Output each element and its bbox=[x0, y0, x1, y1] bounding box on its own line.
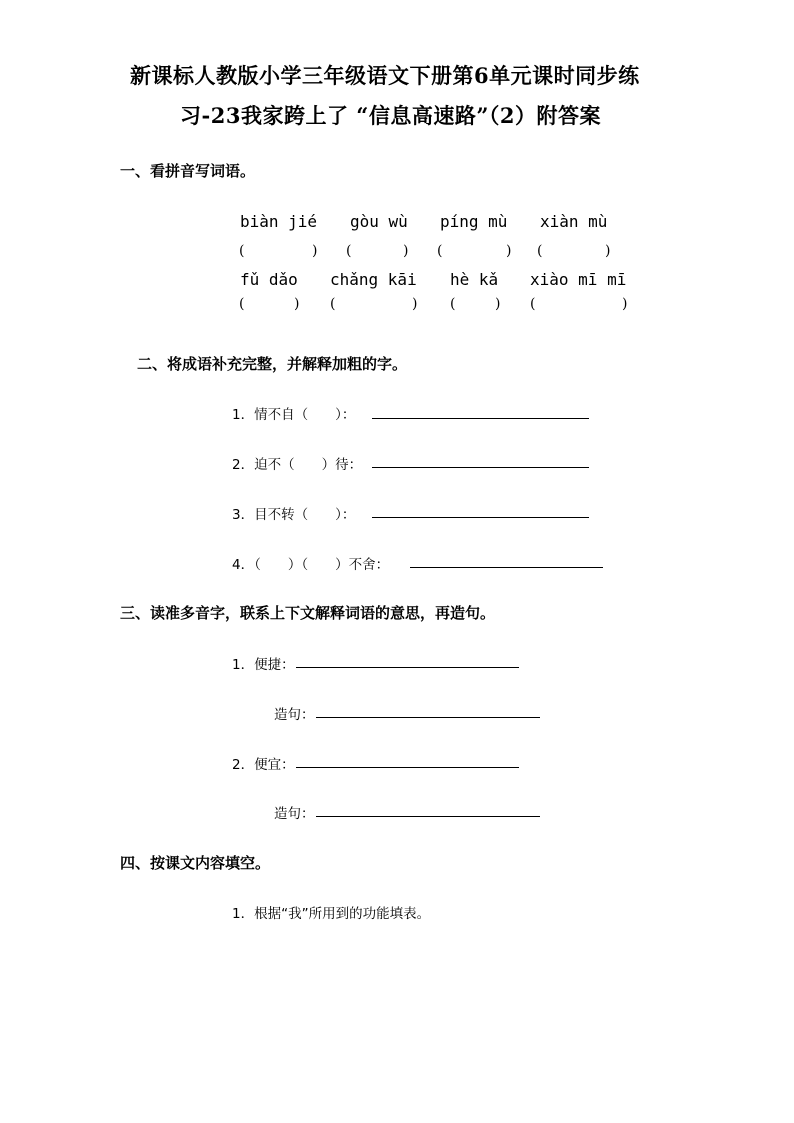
answer-blank-open: ( bbox=[530, 296, 536, 312]
pinyin-row2-3: hè kǎ bbox=[450, 270, 499, 289]
answer-line bbox=[316, 717, 540, 718]
answer-line bbox=[410, 567, 603, 568]
answer-line bbox=[372, 467, 589, 468]
answer-blank-close: ) bbox=[403, 243, 409, 259]
pinyin-row2-4: xiào mī mī bbox=[530, 270, 627, 289]
answer-blank-open: ( bbox=[537, 243, 543, 259]
answer-blank-open: ( bbox=[346, 243, 352, 259]
answer-blank-close: ) bbox=[506, 243, 512, 259]
answer-blank-close: ) bbox=[412, 296, 418, 312]
pinyin-row1-3: píng mù bbox=[440, 212, 508, 231]
answer-blank-close: ) bbox=[622, 296, 628, 312]
idiom-item-3: 3．目不转（ ）： bbox=[232, 507, 356, 523]
pinyin-row1-4: xiàn mù bbox=[540, 212, 608, 231]
answer-line bbox=[296, 767, 519, 768]
idiom-item-4: 4．（ ）（ ）不舍： bbox=[232, 557, 390, 573]
fill-table-item-1: 1．根据“我”所用到的功能填表。 bbox=[232, 906, 431, 922]
answer-line bbox=[372, 418, 589, 419]
pinyin-row1-1: biàn jié bbox=[240, 212, 318, 231]
answer-blank-open: ( bbox=[437, 243, 443, 259]
section3-heading: 三、读准多音字，联系上下文解释词语的意思，再造句。 bbox=[120, 604, 496, 622]
answer-line bbox=[372, 517, 589, 518]
answer-line bbox=[296, 667, 519, 668]
pinyin-row1-2: gòu wù bbox=[350, 212, 408, 231]
answer-blank-close: ) bbox=[495, 296, 501, 312]
answer-blank-open: ( bbox=[330, 296, 336, 312]
section2-heading: 二、将成语补充完整，并解释加粗的字。 bbox=[137, 355, 408, 373]
answer-blank-open: ( bbox=[239, 243, 245, 259]
page-title-line2: 习-23我家跨上了 “信息高速路”（2）附答案 bbox=[180, 103, 602, 128]
answer-blank-close: ) bbox=[294, 296, 300, 312]
section4-heading: 四、按课文内容填空。 bbox=[120, 854, 271, 872]
idiom-item-1: 1．情不自（ ）： bbox=[232, 407, 356, 423]
polyphone-item-1: 1．便捷： bbox=[232, 657, 295, 673]
answer-line bbox=[316, 816, 540, 817]
section1-heading: 一、看拼音写词语。 bbox=[120, 162, 256, 180]
pinyin-row2-2: chǎng kāi bbox=[330, 270, 417, 289]
answer-blank-close: ) bbox=[605, 243, 611, 259]
idiom-item-2: 2．迫不（ ）待： bbox=[232, 457, 363, 473]
answer-blank-open: ( bbox=[239, 296, 245, 312]
sentence-label-2: 造句： bbox=[274, 806, 315, 822]
polyphone-item-2: 2．便宜： bbox=[232, 757, 295, 773]
page-title-line1: 新课标人教版小学三年级语文下册第6单元课时同步练 bbox=[130, 63, 640, 88]
answer-blank-close: ) bbox=[312, 243, 318, 259]
sentence-label-1: 造句： bbox=[274, 707, 315, 723]
answer-blank-open: ( bbox=[450, 296, 456, 312]
pinyin-row2-1: fǔ dǎo bbox=[240, 270, 298, 289]
